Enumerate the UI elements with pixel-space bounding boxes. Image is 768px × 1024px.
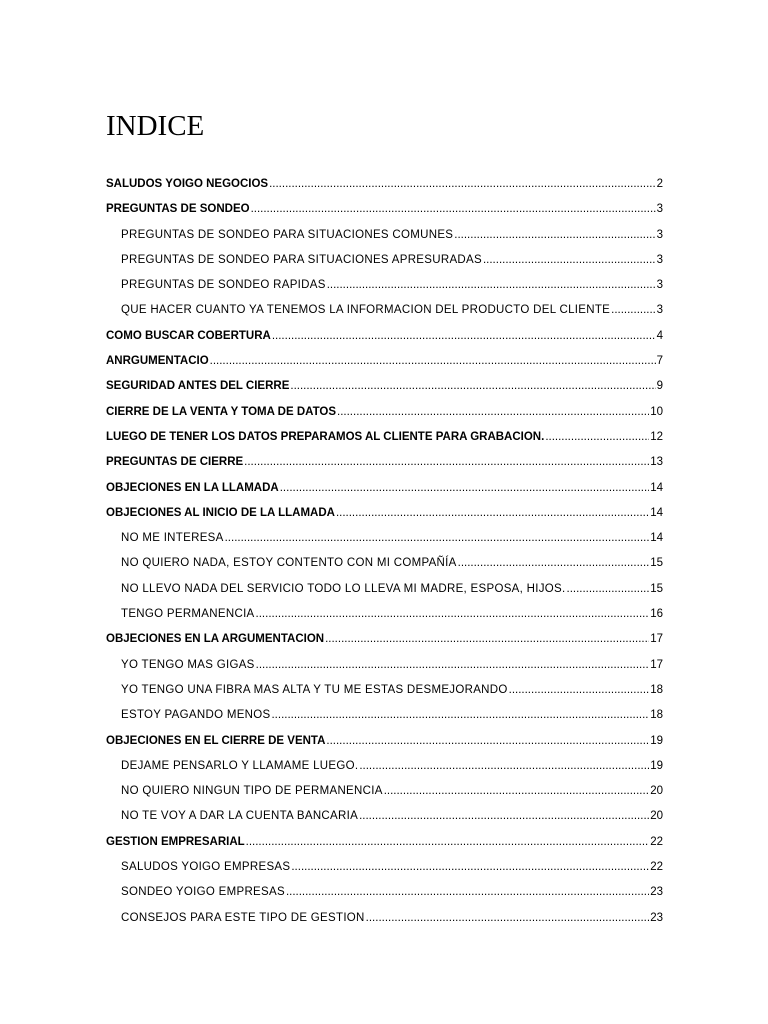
toc-dot-leader [366,906,650,931]
toc-entry-label: OBJECIONES EN LA LLAMADA [106,481,279,494]
toc-page-number: 16 [650,608,663,621]
toc-entry-label: PREGUNTAS DE SONDEO RAPIDAS [121,279,326,292]
toc-dot-leader [291,855,649,880]
toc-page-number: 14 [650,532,663,545]
toc-entry-label: COMO BUSCAR COBERTURA [106,329,271,342]
toc-dot-leader [272,324,656,349]
toc-entry-label: NO TE VOY A DAR LA CUENTA BANCARIA [121,810,359,823]
toc-page-number: 19 [650,759,663,772]
page-title: INDICE [106,110,205,142]
toc-dot-leader [454,223,655,248]
toc-entry[interactable] [106,653,663,678]
toc-entry-label: YO TENGO MAS GIGAS [121,658,255,671]
toc-dot-leader [326,729,649,754]
toc-dot-leader [545,425,649,450]
toc-dot-leader [225,526,650,551]
toc-entry-label: PREGUNTAS DE SONDEO [106,203,250,216]
toc-entry-label: SALUDOS YOIGO NEGOCIOS [106,178,269,190]
toc-page-number: 17 [650,633,663,646]
toc-dot-leader [458,551,650,576]
toc-entry-label: SONDEO YOIGO EMPRESAS [121,886,285,899]
toc-dot-leader [611,298,655,323]
toc-entry[interactable] [106,197,663,222]
toc-page-number: 3 [656,253,663,266]
toc-entry[interactable] [106,248,663,273]
toc-entry-label: QUE HACER CUANTO YA TENEMOS LA INFORMACION DEL PRODUCTO DEL CLIENTE [121,304,611,317]
toc-page-number: 13 [650,456,663,469]
toc-entry-label: PREGUNTAS DE SONDEO PARA SITUACIONES COMUNES [121,228,454,241]
toc-entry[interactable] [106,779,663,804]
toc-dot-leader [336,501,649,526]
toc-entry[interactable] [106,703,663,728]
toc-page-number: 10 [650,405,663,418]
toc-dot-leader [384,779,650,804]
toc-page-number: 2 [656,178,663,190]
toc-page-number: 22 [650,861,663,874]
toc-entry-label: PREGUNTAS DE CIERRE [106,456,244,469]
toc-entry[interactable] [106,880,663,905]
toc-page-number: 23 [650,911,663,924]
toc-dot-leader [280,476,649,501]
toc-page-number: 7 [656,355,663,368]
toc-page-number: 20 [650,785,663,798]
toc-entry[interactable] [106,577,663,602]
toc-entry-label: DEJAME PENSARLO Y LLAMAME LUEGO. [121,759,359,772]
toc-entry-label: CONSEJOS PARA ESTE TIPO DE GESTION [121,911,365,924]
toc-page-number: 14 [650,506,663,519]
toc-entry-label: YO TENGO UNA FIBRA MAS ALTA Y TU ME ESTAS DESMEJORANDO [121,683,508,696]
toc-entry[interactable] [106,526,663,551]
toc-dot-leader [509,678,650,703]
toc-entry[interactable] [106,172,663,197]
toc-entry-label: NO LLEVO NADA DEL SERVICIO TODO LO LLEVA MI MADRE, ESPOSA, HIJOS. [121,582,566,595]
toc-entry-label: NO QUIERO NADA, ESTOY CONTENTO CON MI COMPAÑÍA [121,557,457,570]
toc-page-number: 3 [656,279,663,292]
toc-entry[interactable] [106,602,663,627]
toc-dot-leader [251,197,656,222]
toc-dot-leader [483,248,656,273]
toc-dot-leader [246,830,650,855]
toc-dot-leader [210,349,656,374]
toc-page-number: 23 [650,886,663,899]
toc-entry[interactable] [106,754,663,779]
toc-entry-label: OBJECIONES EN EL CIERRE DE VENTA [106,734,326,747]
toc-entry[interactable] [106,804,663,829]
toc-entry-label: LUEGO DE TENER LOS DATOS PREPARAMOS AL CLIENTE PARA GRABACION. [106,430,545,443]
toc-dot-leader [359,804,649,829]
toc-page-number: 4 [656,329,663,342]
toc-dot-leader [567,577,650,602]
toc-page-number: 19 [650,734,663,747]
toc-dot-leader [256,653,650,678]
toc-entry-label: OBJECIONES AL INICIO DE LA LLAMADA [106,506,335,519]
toc-page-number: 3 [656,304,663,317]
toc-entry-label: OBJECIONES EN LA ARGUMENTACION [106,633,325,646]
toc-entry-label: ESTOY PAGANDO MENOS [121,709,271,722]
toc-page-number: 17 [650,658,663,671]
toc-entry[interactable] [106,551,663,576]
toc-entry[interactable] [106,906,663,931]
toc-entry[interactable] [106,476,663,501]
toc-dot-leader [325,627,649,652]
toc-entry[interactable] [106,729,663,754]
toc-page-number: 22 [650,835,663,848]
toc-entry-label: GESTION EMPRESARIAL [106,835,245,848]
toc-dot-leader [337,400,649,425]
toc-entry-label: TENGO PERMANENCIA [121,608,255,621]
toc-page-number: 9 [656,380,663,393]
toc-entry[interactable] [106,855,663,880]
toc-page-number: 3 [656,203,663,216]
toc-dot-leader [286,880,649,905]
toc-page-number: 15 [650,582,663,595]
toc-entry[interactable] [106,830,663,855]
toc-entry[interactable] [106,678,663,703]
toc-entry[interactable] [106,400,663,425]
toc-page-number: 14 [650,481,663,494]
toc-entry-label: PREGUNTAS DE SONDEO PARA SITUACIONES APRESURADAS [121,253,482,266]
toc-page-number: 3 [656,228,663,241]
toc-dot-leader [327,273,656,298]
toc-entry-label: SEGURIDAD ANTES DEL CIERRE [106,380,290,393]
toc-page-number: 15 [650,557,663,570]
toc-entry[interactable] [106,374,663,399]
toc-entry[interactable] [106,450,663,475]
toc-entry[interactable] [106,298,663,323]
toc-entry[interactable] [106,349,663,374]
toc-dot-leader [244,450,649,475]
toc-dot-leader [271,703,649,728]
toc-page-number: 18 [650,683,663,696]
toc-entry[interactable] [106,501,663,526]
toc-entry[interactable] [106,223,663,248]
toc-dot-leader [359,754,649,779]
toc-page-number: 18 [650,709,663,722]
toc-entry-label: ANRGUMENTACIO [106,355,209,368]
toc-entry[interactable] [106,324,663,349]
toc-entry[interactable] [106,273,663,298]
table-of-contents [106,172,663,931]
toc-entry-label: NO ME INTERESA [121,532,224,545]
toc-page-number: 12 [650,430,663,443]
toc-entry-label: SALUDOS YOIGO EMPRESAS [121,861,291,874]
toc-entry[interactable] [106,627,663,652]
toc-entry[interactable] [106,425,663,450]
toc-dot-leader [269,172,656,197]
toc-entry-label: NO QUIERO NINGUN TIPO DE PERMANENCIA [121,785,383,798]
toc-dot-leader [290,374,655,399]
toc-dot-leader [256,602,650,627]
toc-entry-label: CIERRE DE LA VENTA Y TOMA DE DATOS [106,405,337,418]
toc-page-number: 20 [650,810,663,823]
